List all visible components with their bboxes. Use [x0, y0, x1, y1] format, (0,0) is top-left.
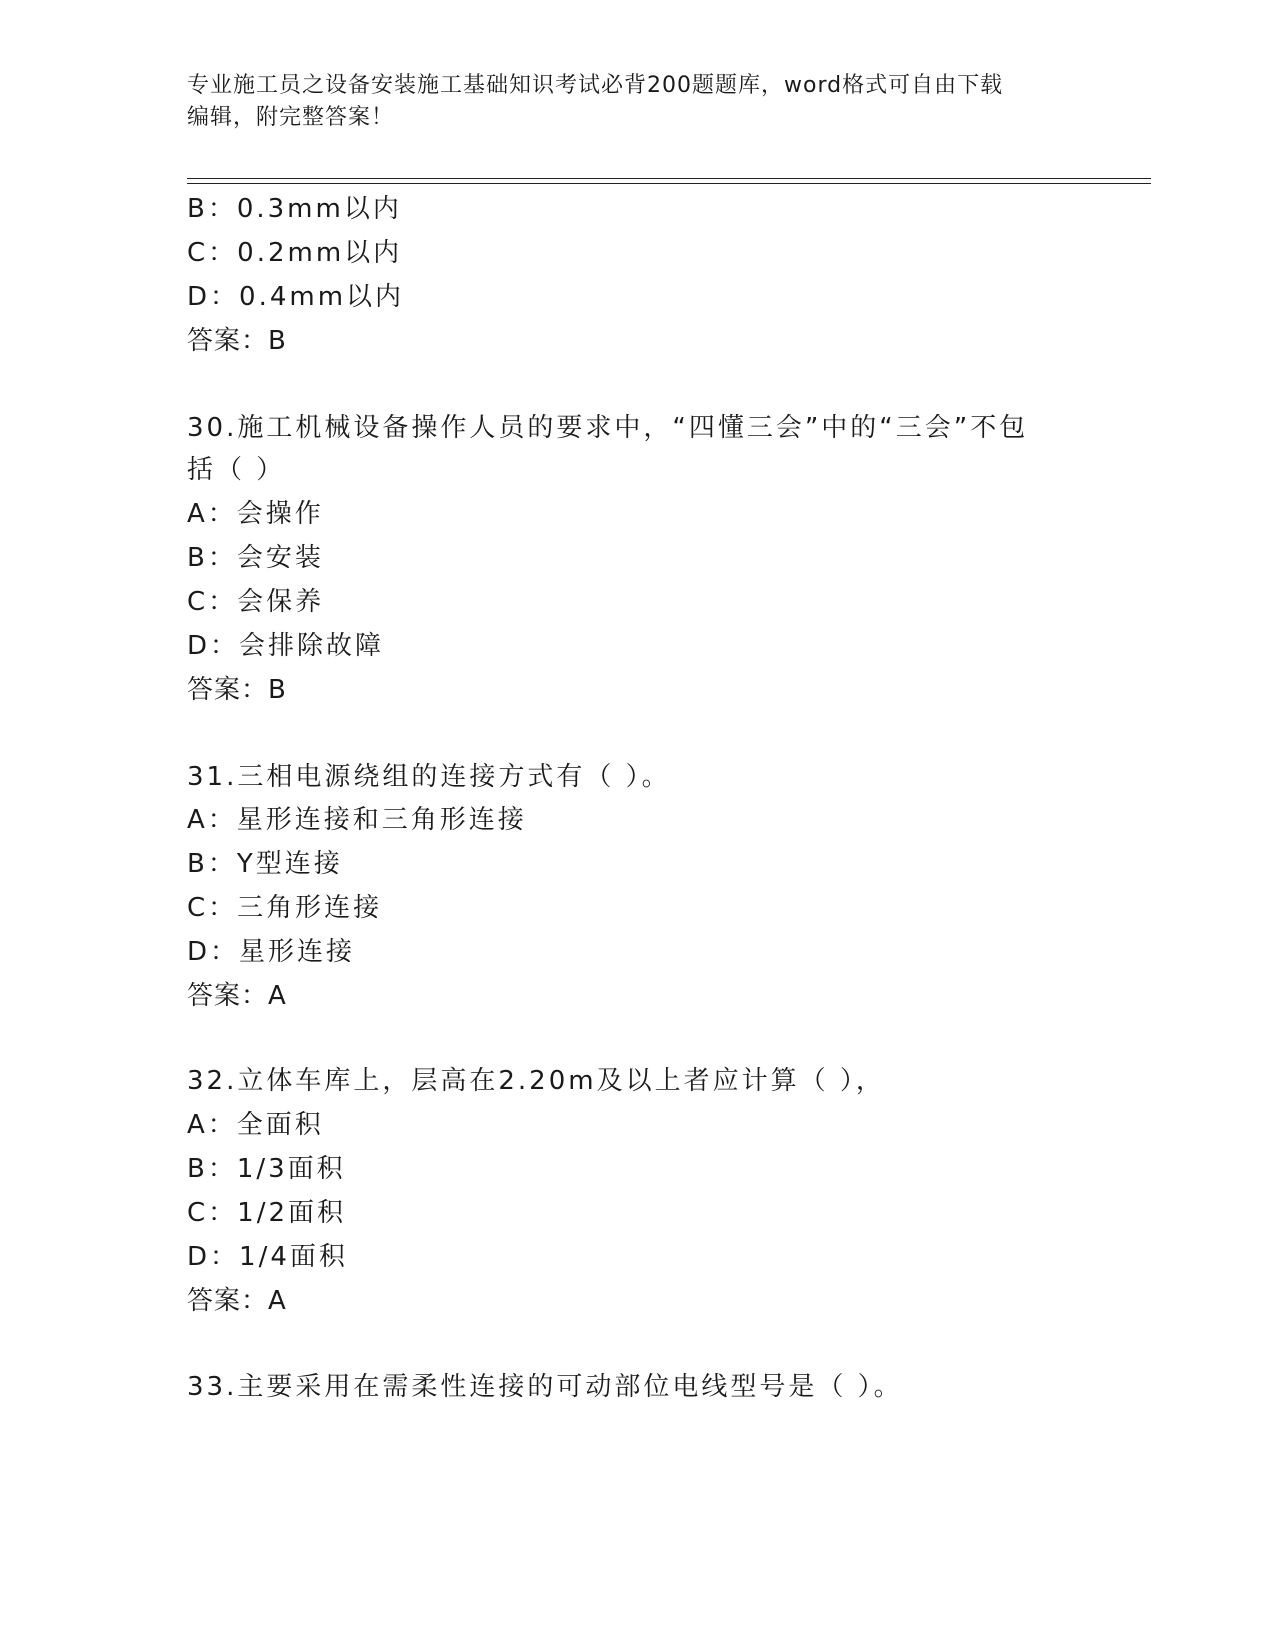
prev-option-d: D：0.4mm以内 [187, 282, 405, 312]
prev-answer: 答案：B [187, 326, 287, 356]
q31-option-b: B：Y型连接 [187, 849, 343, 879]
q31-option-a: A：星形连接和三角形连接 [187, 805, 527, 835]
q32-option-d: D：1/4面积 [187, 1242, 348, 1272]
q30-option-b: B：会安装 [187, 543, 324, 573]
q30-option-c: C：会保养 [187, 587, 325, 617]
q32-option-b: B：1/3面积 [187, 1154, 346, 1184]
prev-option-c: C：0.2mm以内 [187, 238, 403, 268]
q31-stem: 31.三相电源绕组的连接方式有（ ）。 [187, 762, 671, 792]
header-title-line1: 专业施工员之设备安装施工基础知识考试必背200题题库，word格式可自由下载 [187, 73, 1004, 98]
q30-answer: 答案：B [187, 675, 287, 705]
prev-option-b: B：0.3mm以内 [187, 194, 402, 224]
q33-stem: 33.主要采用在需柔性连接的可动部位电线型号是（ ）。 [187, 1372, 903, 1402]
q31-option-d: D：星形连接 [187, 937, 356, 967]
q32-option-a: A：全面积 [187, 1110, 324, 1140]
q31-answer: 答案：A [187, 981, 287, 1011]
q30-stem-line1: 30.施工机械设备操作人员的要求中，“四懂三会”中的“三会”不包 [187, 413, 1029, 443]
header-divider-bottom [187, 183, 1151, 184]
header-divider-top [187, 178, 1151, 179]
q32-answer: 答案：A [187, 1286, 287, 1316]
q30-stem-line2: 括（ ） [187, 455, 286, 485]
q32-option-c: C：1/2面积 [187, 1198, 346, 1228]
document-header [187, 70, 1087, 134]
q31-option-c: C：三角形连接 [187, 893, 383, 923]
header-title-line2: 编辑，附完整答案！ [187, 105, 395, 130]
q32-stem: 32.立体车库上，层高在2.20m及以上者应计算（ ）， [187, 1066, 885, 1096]
q30-option-a: A：会操作 [187, 499, 324, 529]
q30-option-d: D：会排除故障 [187, 631, 385, 661]
